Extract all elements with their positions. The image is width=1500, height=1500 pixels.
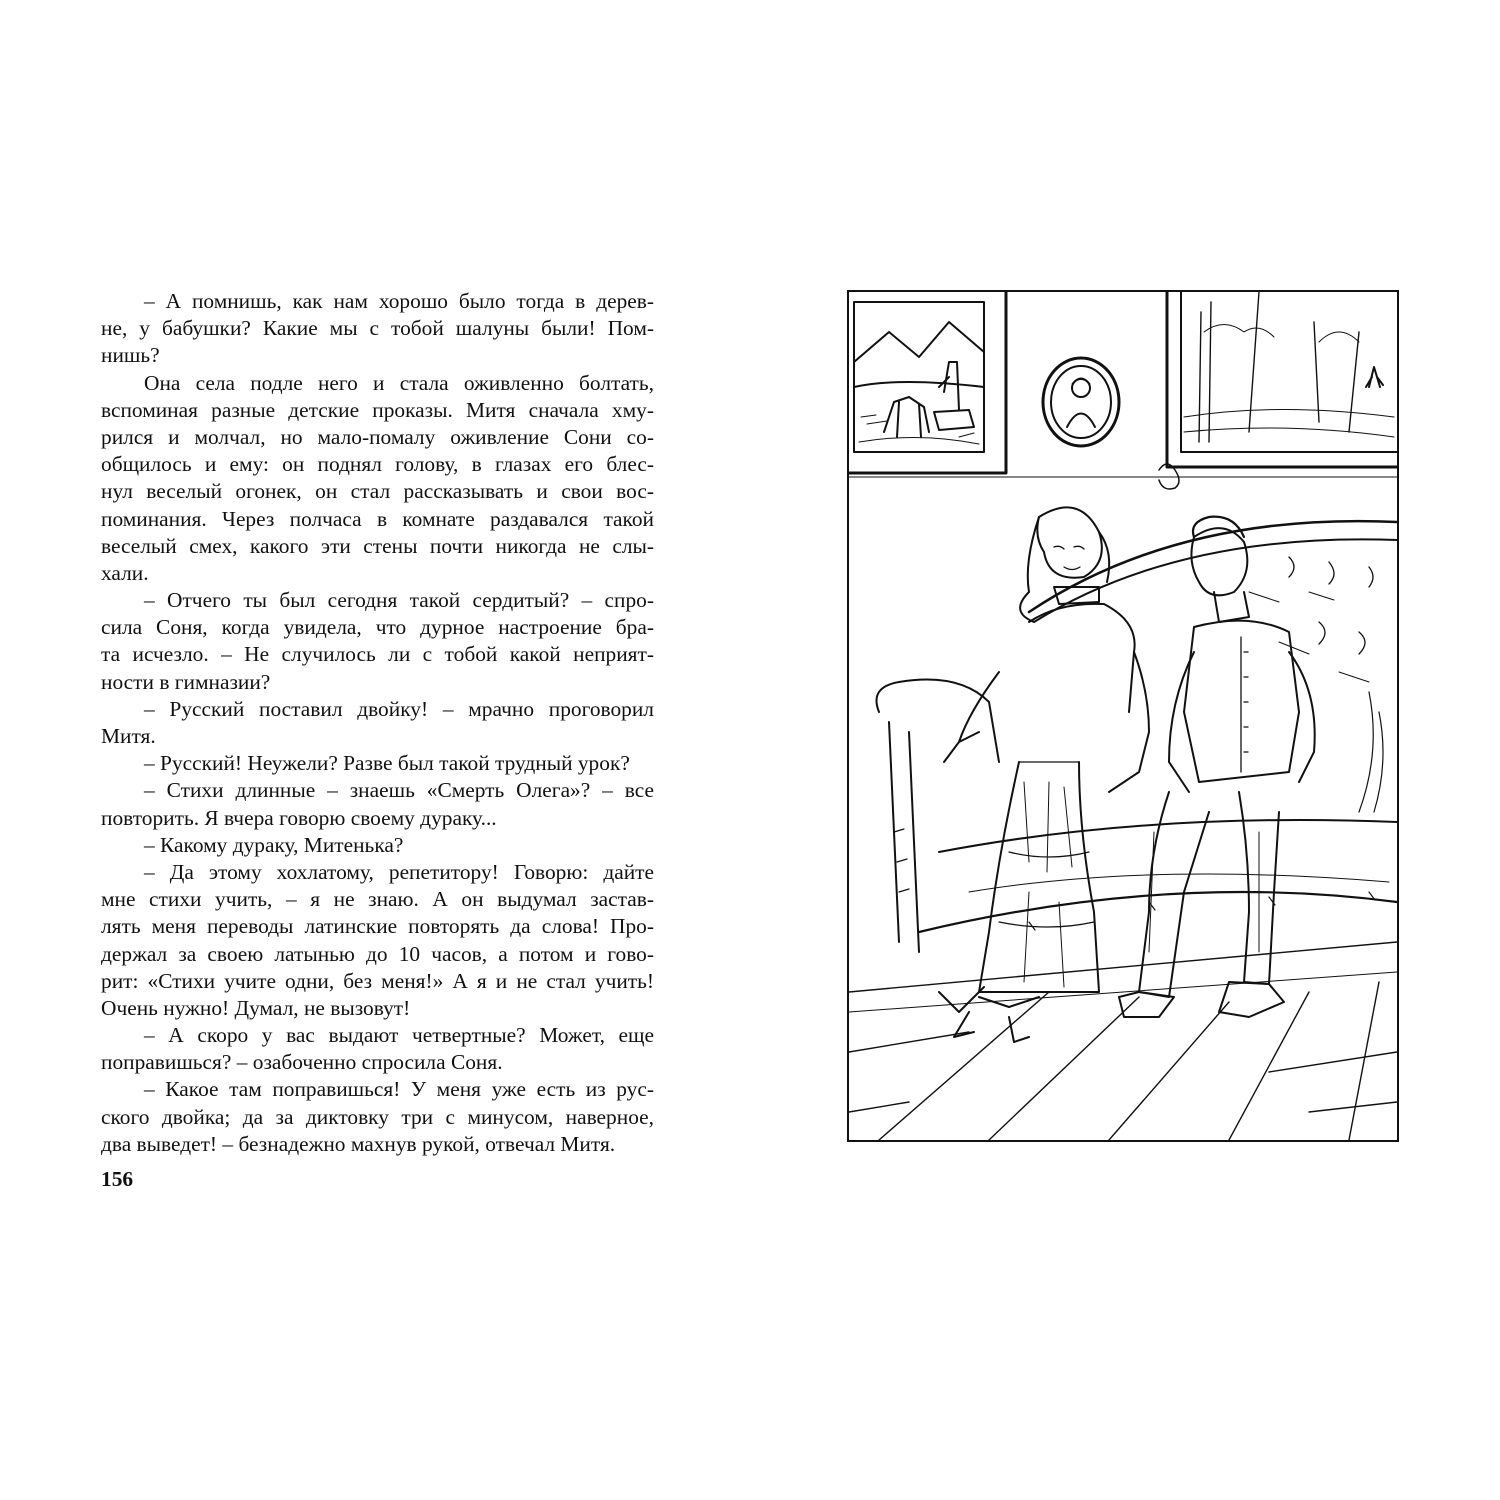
text-line: держал за своею латынью до 10 часов, а потом и гово-: [101, 941, 654, 966]
text-line: поправишься? – озабоченно спросила Соня.: [101, 1050, 503, 1075]
text-line: – Русский поставил двойку! – мрачно проговорил: [144, 696, 654, 721]
text-line: общилось и ему: он поднял голову, в глазах его блес-: [101, 452, 654, 477]
text-line: Она села подле него и стала оживленно болтать,: [144, 370, 654, 395]
text-line: ского двойка; да за диктовку три с минусом, наверное,: [101, 1104, 654, 1129]
sofa: [877, 521, 1398, 952]
text-line: два выведет! – безнадежно махнув рукой, отвечал Митя.: [101, 1131, 616, 1156]
text-line: рит: «Стихи учите одни, без меня!» А я и не стал учить!: [101, 968, 654, 993]
text-line: лять меня переводы латинские повторять да слова! Про-: [101, 914, 654, 939]
text-line: – Стихи длинные – знаешь «Смерть Олега»? – все: [144, 778, 654, 803]
text-line: повторить. Я вчера говорю своему дураку...: [101, 805, 497, 830]
page-number: 156: [101, 1167, 134, 1191]
text-line: мне стихи учить, – я не знаю. А он выдумал застав-: [101, 887, 654, 912]
girl-figure: [939, 507, 1149, 1042]
text-line: – А скоро у вас выдают четвертные? Может, еще: [144, 1023, 654, 1048]
text-line: – Какому дураку, Митенька?: [144, 832, 404, 857]
text-line: Митя.: [101, 724, 156, 748]
text-line: – Какое там поправишься! У меня уже есть из рус-: [144, 1077, 654, 1102]
text-line: рился и молчал, но мало-помалу оживление Сони со-: [101, 424, 654, 449]
oval-portrait: [1043, 358, 1119, 446]
text-line: поминания. Через полчаса в комнате раздавался такой: [101, 506, 654, 531]
right-painting: [1159, 292, 1397, 489]
text-line: не, у бабушки? Какие мы с тобой шалуны были! Пом-: [101, 316, 654, 341]
left-painting: [849, 292, 1006, 473]
text-line: – Русский! Неужели? Разве был такой трудный урок?: [144, 751, 630, 776]
boy-figure: [1119, 517, 1315, 1017]
text-line: ности в гимназии?: [101, 669, 271, 694]
text-line: нишь?: [101, 343, 160, 368]
text-line: нул веселый огонек, он стал рассказывать и свои вос-: [101, 479, 654, 504]
text-line: веселый смех, какого эти стены почти никогда не слы-: [101, 533, 654, 558]
text-line: сила Соня, когда увидела, что дурное настроение бра-: [101, 615, 654, 640]
text-line: та исчезло. – Не случилось ли с тобой какой неприят-: [101, 642, 654, 667]
page-text-column: [101, 288, 654, 1158]
text-line: хали.: [101, 560, 149, 585]
text-line: вспоминая разные детские проказы. Митя сначала хму-: [101, 397, 654, 422]
floor: [849, 942, 1397, 1140]
text-line: – А помнишь, как нам хорошо было тогда в дерев-: [144, 289, 654, 313]
text-line: Очень нужно! Думал, не вызовут!: [101, 995, 411, 1020]
text-line: – Отчего ты был сегодня такой сердитый? – спро-: [144, 588, 654, 613]
text-line: – Да этому хохлатому, репетитору! Говорю: дайте: [144, 859, 654, 884]
pen-ink-illustration-icon: [849, 292, 1397, 1140]
illustration-frame: [847, 290, 1399, 1142]
